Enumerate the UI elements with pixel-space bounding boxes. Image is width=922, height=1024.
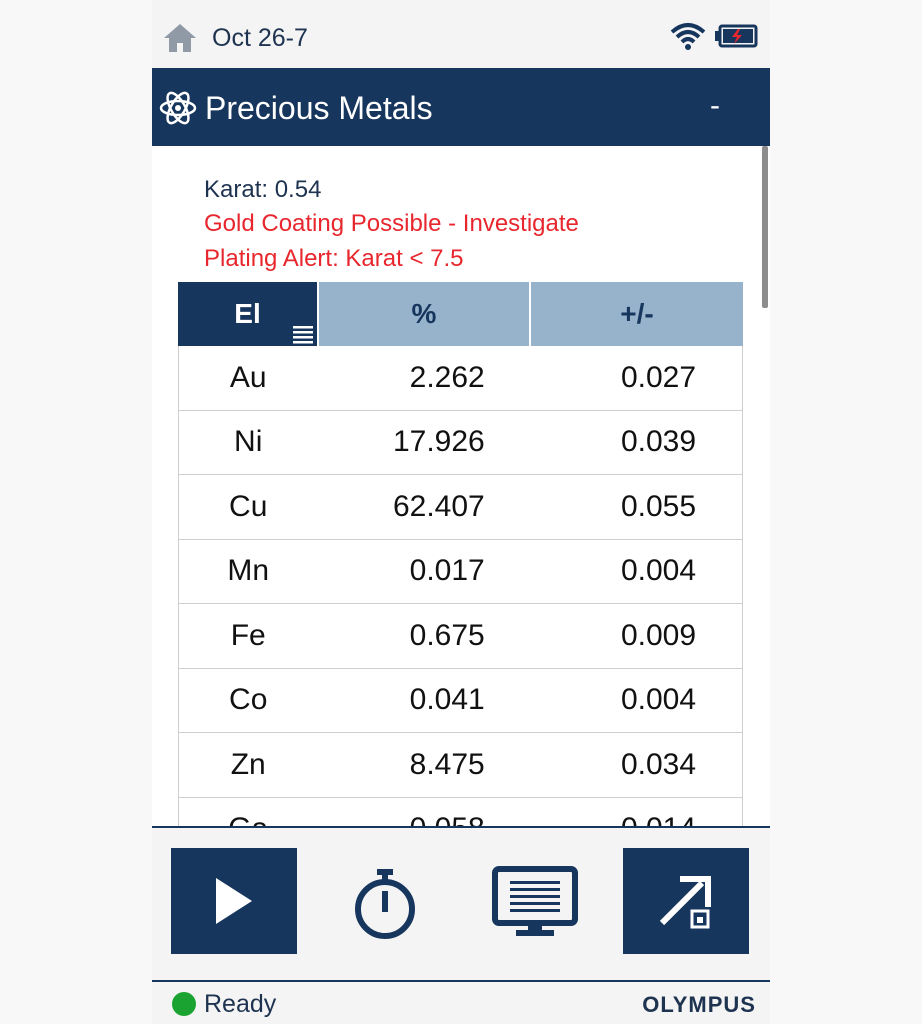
device-status: Ready xyxy=(204,990,277,1018)
table-row[interactable] xyxy=(179,733,742,798)
error-cell: 0.027 xyxy=(620,360,697,394)
column-header-error[interactable]: +/- xyxy=(529,282,743,346)
element-cell: Zn xyxy=(230,747,266,781)
table-row[interactable] xyxy=(179,669,742,734)
percent-cell: 0.675 xyxy=(409,618,485,652)
wifi-icon xyxy=(670,22,706,50)
error-cell: 0.009 xyxy=(620,618,697,652)
footer-bar xyxy=(152,982,770,1024)
percent-cell: 62.407 xyxy=(392,489,485,523)
display-results-button[interactable] xyxy=(492,864,578,940)
error-cell: 0.004 xyxy=(620,554,697,588)
analyzer-screen xyxy=(152,0,770,1024)
scrollbar[interactable] xyxy=(762,146,768,308)
element-cell: Co xyxy=(229,683,268,717)
table-body xyxy=(178,346,743,862)
element-cell: Cu xyxy=(229,489,268,523)
error-cell: 0.039 xyxy=(620,425,697,459)
error-cell: 0.004 xyxy=(620,683,697,717)
status-bar xyxy=(152,0,770,68)
percent-cell: 17.926 xyxy=(392,425,485,459)
element-cell: Ni xyxy=(234,425,263,459)
alert-message: Gold Coating Possible - Investigate xyxy=(204,210,579,237)
collapse-button[interactable]: - xyxy=(710,89,720,122)
stopwatch-icon xyxy=(349,867,421,941)
monitor-icon xyxy=(492,866,578,938)
play-icon xyxy=(212,876,256,926)
home-icon[interactable] xyxy=(162,22,198,54)
section-header xyxy=(152,68,770,146)
results-panel[interactable] xyxy=(152,146,762,826)
percent-cell: 0.017 xyxy=(409,554,485,588)
page-title: Precious Metals xyxy=(205,90,433,126)
column-header-label: El xyxy=(234,298,261,329)
export-button[interactable] xyxy=(623,848,749,954)
element-cell: Mn xyxy=(227,554,270,588)
table-row[interactable] xyxy=(179,540,742,605)
element-cell: Fe xyxy=(230,618,266,652)
error-cell: 0.055 xyxy=(620,489,697,523)
table-header xyxy=(178,282,743,346)
atom-icon xyxy=(158,88,198,128)
karat-value: Karat: 0.54 xyxy=(204,176,322,203)
status-indicator-icon xyxy=(172,992,196,1016)
column-header-element[interactable] xyxy=(178,282,317,346)
status-date: Oct 26-7 xyxy=(212,24,308,52)
table-row[interactable] xyxy=(179,604,742,669)
start-test-button[interactable] xyxy=(171,848,297,954)
table-row[interactable] xyxy=(179,346,742,411)
brand-logo: OLYMPUS xyxy=(642,992,756,1017)
error-cell: 0.034 xyxy=(620,747,697,781)
results-table xyxy=(178,282,743,862)
battery-charging-icon xyxy=(714,24,758,48)
export-icon xyxy=(656,871,716,931)
percent-cell: 8.475 xyxy=(409,747,485,781)
table-row[interactable] xyxy=(179,411,742,476)
percent-cell: 0.041 xyxy=(409,683,485,717)
sort-menu-icon[interactable] xyxy=(291,324,315,344)
alert-message: Plating Alert: Karat < 7.5 xyxy=(204,245,464,272)
percent-cell: 2.262 xyxy=(409,360,485,394)
table-row[interactable] xyxy=(179,475,742,540)
element-cell: Au xyxy=(229,360,267,394)
column-header-percent[interactable]: % xyxy=(317,282,529,346)
timer-button[interactable] xyxy=(347,866,423,942)
action-toolbar xyxy=(152,828,770,980)
